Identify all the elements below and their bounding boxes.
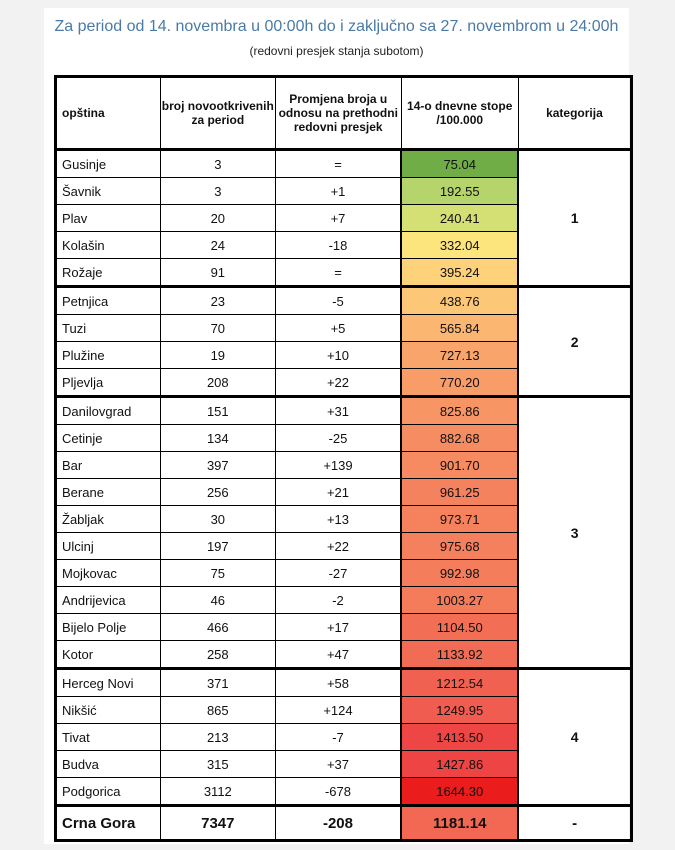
change-cell: +1 — [275, 178, 401, 205]
change-cell: +124 — [275, 697, 401, 724]
municipality-cell: Danilovgrad — [56, 397, 161, 425]
change-cell: +17 — [275, 614, 401, 641]
municipality-cell: Žabljak — [56, 506, 161, 533]
new-cases-cell: 197 — [160, 533, 275, 560]
new-cases-cell: 70 — [160, 315, 275, 342]
change-cell: +37 — [275, 751, 401, 778]
new-cases-cell: 3 — [160, 178, 275, 205]
table-body — [56, 150, 632, 841]
rate-cell: 992.98 — [401, 560, 518, 587]
change-cell: -27 — [275, 560, 401, 587]
rate-cell: 438.76 — [401, 287, 518, 315]
municipality-cell: Budva — [56, 751, 161, 778]
change-cell: +5 — [275, 315, 401, 342]
municipality-cell: Plužine — [56, 342, 161, 369]
new-cases-cell: 466 — [160, 614, 275, 641]
rate-cell: 1212.54 — [401, 669, 518, 697]
rate-cell: 1133.92 — [401, 641, 518, 669]
municipality-cell: Pljevlja — [56, 369, 161, 397]
rate-cell: 75.04 — [401, 150, 518, 178]
page-title: Za period od 14. novembra u 00:00h do i zaključno sa 27. novembrom u 24:00h — [54, 18, 619, 35]
total-rate: 1181.14 — [401, 806, 518, 841]
rate-cell: 240.41 — [401, 205, 518, 232]
change-cell: +22 — [275, 369, 401, 397]
total-new-cases: 7347 — [160, 806, 275, 841]
total-category: - — [518, 806, 631, 841]
municipality-cell: Ulcinj — [56, 533, 161, 560]
table-row — [56, 287, 632, 315]
total-municipality: Crna Gora — [56, 806, 161, 841]
table-row — [56, 397, 632, 425]
municipality-cell: Andrijevica — [56, 587, 161, 614]
rate-cell: 882.68 — [401, 425, 518, 452]
table-row — [56, 669, 632, 697]
rate-cell: 1104.50 — [401, 614, 518, 641]
table-header — [56, 77, 632, 150]
change-cell: +21 — [275, 479, 401, 506]
change-cell: -18 — [275, 232, 401, 259]
category-cell: 3 — [518, 397, 631, 669]
new-cases-cell: 23 — [160, 287, 275, 315]
change-cell: = — [275, 150, 401, 178]
municipality-cell: Gusinje — [56, 150, 161, 178]
page-subtitle: (redovni presjek stanja subotom) — [249, 44, 424, 58]
municipality-cell: Kotor — [56, 641, 161, 669]
new-cases-cell: 151 — [160, 397, 275, 425]
rate-cell: 961.25 — [401, 479, 518, 506]
rate-cell: 332.04 — [401, 232, 518, 259]
municipality-cell: Kolašin — [56, 232, 161, 259]
rate-cell: 1003.27 — [401, 587, 518, 614]
rate-cell: 1249.95 — [401, 697, 518, 724]
rate-cell: 727.13 — [401, 342, 518, 369]
new-cases-cell: 19 — [160, 342, 275, 369]
change-cell: +10 — [275, 342, 401, 369]
change-cell: +139 — [275, 452, 401, 479]
new-cases-cell: 75 — [160, 560, 275, 587]
header-change: Promjena broja u odnosu na prethodni redovni presjek — [275, 77, 401, 150]
new-cases-cell: 3112 — [160, 778, 275, 806]
rate-cell: 395.24 — [401, 259, 518, 287]
new-cases-cell: 208 — [160, 369, 275, 397]
rate-cell: 1644.30 — [401, 778, 518, 806]
header-rate: 14-o dnevne stope /100.000 — [401, 77, 518, 150]
table-row — [56, 150, 632, 178]
rate-cell: 973.71 — [401, 506, 518, 533]
municipality-cell: Podgorica — [56, 778, 161, 806]
change-cell: -2 — [275, 587, 401, 614]
header-municipality: opština — [56, 77, 161, 150]
change-cell: +7 — [275, 205, 401, 232]
rate-cell: 770.20 — [401, 369, 518, 397]
change-cell: +22 — [275, 533, 401, 560]
new-cases-cell: 24 — [160, 232, 275, 259]
municipality-cell: Plav — [56, 205, 161, 232]
rate-cell: 192.55 — [401, 178, 518, 205]
new-cases-cell: 397 — [160, 452, 275, 479]
rate-cell: 565.84 — [401, 315, 518, 342]
category-cell: 4 — [518, 669, 631, 806]
new-cases-cell: 91 — [160, 259, 275, 287]
municipality-cell: Berane — [56, 479, 161, 506]
category-cell: 2 — [518, 287, 631, 397]
change-cell: -7 — [275, 724, 401, 751]
new-cases-cell: 865 — [160, 697, 275, 724]
new-cases-cell: 3 — [160, 150, 275, 178]
change-cell: -25 — [275, 425, 401, 452]
new-cases-cell: 30 — [160, 506, 275, 533]
rate-cell: 901.70 — [401, 452, 518, 479]
rate-cell: 1413.50 — [401, 724, 518, 751]
new-cases-cell: 20 — [160, 205, 275, 232]
header-category: kategorija — [518, 77, 631, 150]
change-cell: +13 — [275, 506, 401, 533]
municipality-cell: Tivat — [56, 724, 161, 751]
municipality-cell: Bar — [56, 452, 161, 479]
municipality-cell: Bijelo Polje — [56, 614, 161, 641]
rate-cell: 825.86 — [401, 397, 518, 425]
change-cell: +58 — [275, 669, 401, 697]
municipality-cell: Herceg Novi — [56, 669, 161, 697]
change-cell: = — [275, 259, 401, 287]
new-cases-cell: 315 — [160, 751, 275, 778]
change-cell: -5 — [275, 287, 401, 315]
municipality-cell: Nikšić — [56, 697, 161, 724]
municipality-cell: Mojkovac — [56, 560, 161, 587]
header-new-cases: broj novootkrivenih za period — [160, 77, 275, 150]
new-cases-cell: 134 — [160, 425, 275, 452]
new-cases-cell: 46 — [160, 587, 275, 614]
category-cell: 1 — [518, 150, 631, 287]
rate-cell: 1427.86 — [401, 751, 518, 778]
total-change: -208 — [275, 806, 401, 841]
report-sheet — [44, 8, 629, 844]
new-cases-cell: 258 — [160, 641, 275, 669]
new-cases-cell: 371 — [160, 669, 275, 697]
municipality-cell: Šavnik — [56, 178, 161, 205]
municipality-cell: Tuzi — [56, 315, 161, 342]
new-cases-cell: 213 — [160, 724, 275, 751]
municipality-cell: Petnjica — [56, 287, 161, 315]
change-cell: +47 — [275, 641, 401, 669]
new-cases-cell: 256 — [160, 479, 275, 506]
municipality-cell: Cetinje — [56, 425, 161, 452]
rate-cell: 975.68 — [401, 533, 518, 560]
total-row — [56, 806, 632, 841]
municipality-cell: Rožaje — [56, 259, 161, 287]
change-cell: +31 — [275, 397, 401, 425]
change-cell: -678 — [275, 778, 401, 806]
incidence-table — [54, 75, 633, 842]
